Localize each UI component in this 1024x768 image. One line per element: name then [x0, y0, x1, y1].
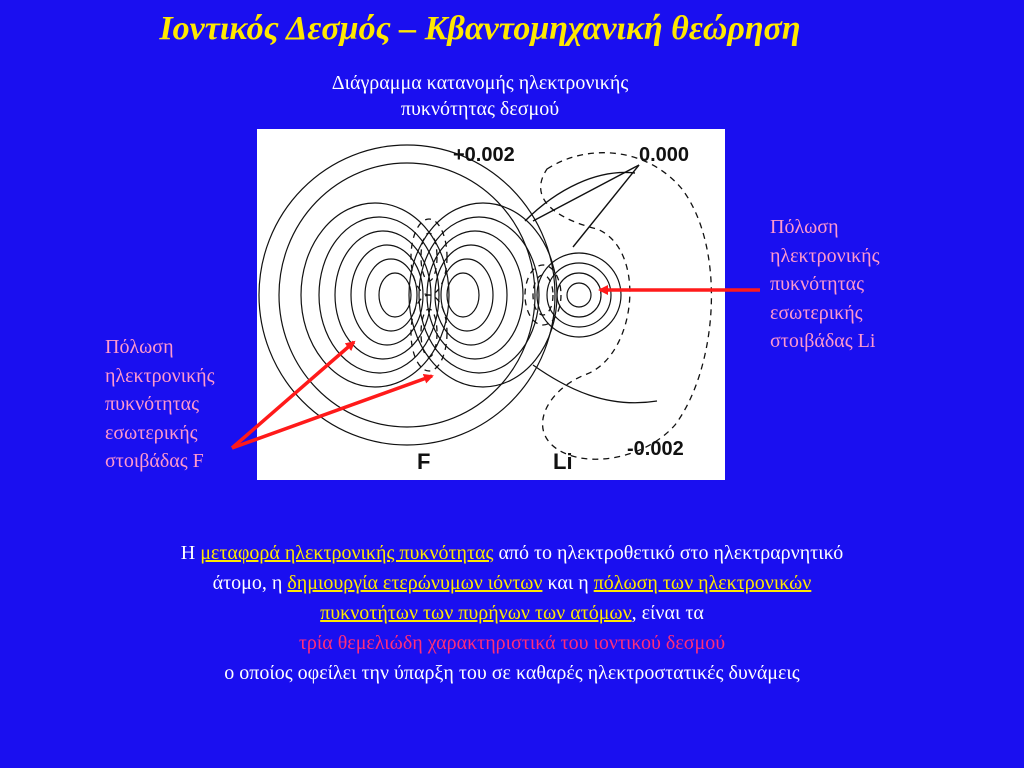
note-line: πυκνότητας	[770, 273, 865, 295]
slide-title: Ιοντικός Δεσμός – Κβαντομηχανική θεώρηση	[159, 10, 801, 47]
electron-density-contour-diagram	[257, 129, 725, 480]
text-span: Η	[180, 542, 201, 564]
note-line: ηλεκτρονικής	[105, 364, 215, 387]
polarization-link[interactable]: πόλωση των ηλεκτρονικών	[593, 572, 812, 594]
f-outer-contour	[259, 145, 555, 445]
note-line: Πόλωση	[105, 336, 174, 358]
summary-line-3	[40, 598, 984, 628]
note-line: στοιβάδας F	[105, 450, 204, 472]
note-line: εσωτερικής	[105, 421, 198, 444]
f-polarization-note	[105, 333, 255, 476]
caption-line-1: Διάγραμμα κατανομής ηλεκτρονικής	[331, 72, 629, 94]
summary-line-2	[40, 568, 984, 598]
note-line: εσωτερικής	[770, 301, 863, 324]
caption-line-2: πυκνότητας δεσμού	[400, 98, 560, 120]
polarization-link-cont[interactable]: πυκνοτήτων των πυρήνων των ατόμων	[320, 602, 632, 624]
charge-transfer-link[interactable]: μεταφορά ηλεκτρονικής πυκνότητας	[200, 542, 494, 564]
zero-pointer-1	[533, 165, 639, 221]
figure-caption	[280, 70, 680, 122]
summary-line-4: τρία θεμελιώδη χαρακτηριστικά του ιοντικού δεσμού	[298, 632, 726, 654]
contour-plot	[257, 129, 725, 480]
summary-line-1	[40, 538, 984, 568]
li-polarization-note	[770, 213, 920, 356]
text-span: , είναι τα	[631, 602, 704, 624]
text-span: από το ηλεκτροθετικό στο ηλεκτραρνητικό	[493, 542, 844, 564]
text-span: άτομο, η	[212, 572, 288, 594]
note-line: Πόλωση	[770, 216, 839, 238]
zero-pointer-2	[573, 165, 639, 247]
atom-label-f: F	[417, 449, 431, 474]
atom-label-li: Li	[553, 449, 573, 474]
note-line: ηλεκτρονικής	[770, 244, 880, 267]
summary-text	[40, 538, 984, 688]
li-dashed-contour	[541, 153, 712, 460]
text-span: και η	[542, 572, 594, 594]
contour-label-zero: 0.000	[639, 144, 690, 166]
ion-formation-link[interactable]: δημιουργία ετερώνυμων ιόντων	[287, 572, 543, 594]
contour-label-plus: +0.002	[453, 144, 515, 166]
summary-line-5: ο οποίος οφείλει την ύπαρξη του σε καθαρές ηλεκτροστατικές δυνάμεις	[224, 662, 800, 684]
note-line: στοιβάδας Li	[770, 330, 876, 352]
contour-label-minus: -0.002	[627, 438, 684, 460]
note-line: πυκνότητας	[105, 393, 200, 415]
